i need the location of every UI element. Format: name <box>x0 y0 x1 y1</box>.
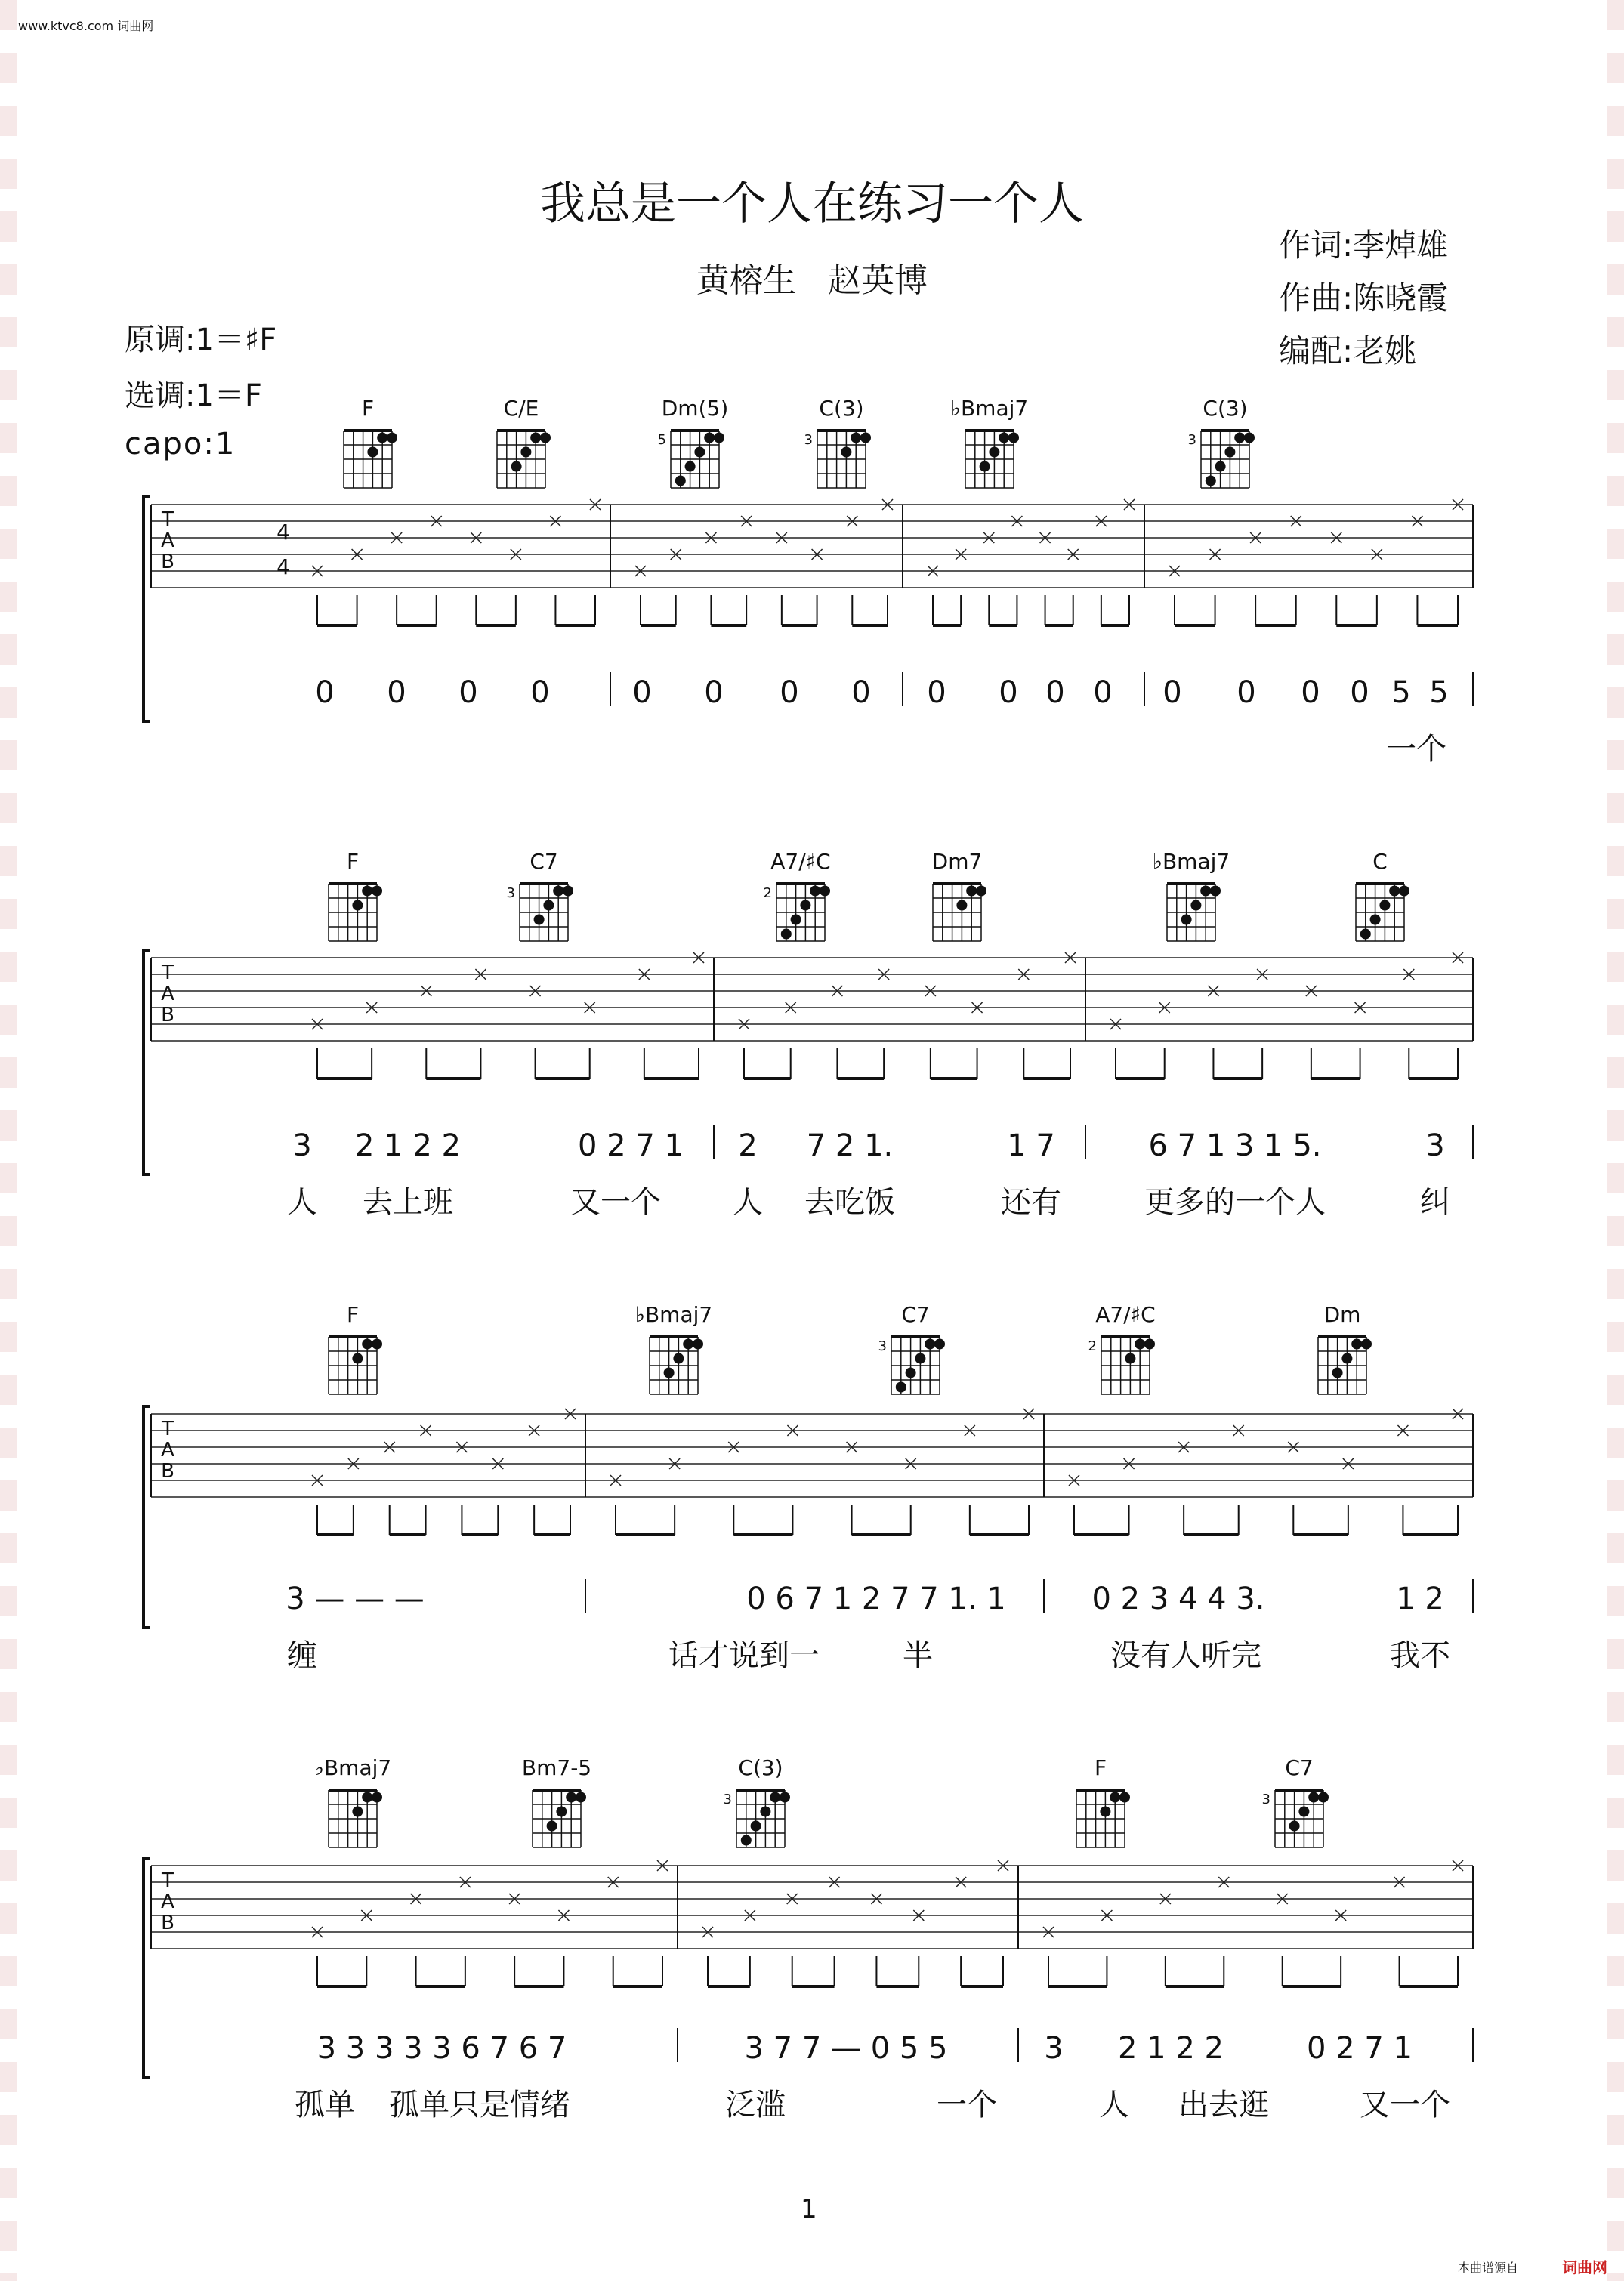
chord-dot <box>1234 433 1245 443</box>
jianpu-note-group: 2 1 2 2 <box>1118 2031 1224 2066</box>
source-caption: 本曲谱源自 <box>1458 2261 1519 2275</box>
chord-dot <box>810 886 820 897</box>
chord-dot <box>860 433 871 443</box>
chord-dot <box>1360 929 1371 940</box>
jianpu-note-group: 2 1 2 2 <box>355 1128 461 1163</box>
chord-dot <box>556 1807 567 1817</box>
page-number: 1 <box>801 2194 817 2224</box>
jianpu-note-group: 3 7 7 — 0 5 5 <box>744 2031 948 2066</box>
jianpu-note-group: 0 6 7 1 2 7 7 1. 1 <box>746 1582 1006 1616</box>
chord-fret-number: 3 <box>804 432 813 448</box>
chord-dot <box>915 1353 925 1364</box>
chord-dot <box>543 900 554 911</box>
chord-dot <box>362 1339 372 1350</box>
lyric-text: 缠 <box>287 1638 317 1673</box>
chord-dot <box>693 1339 703 1350</box>
site-watermark: www.ktvc8.com 词曲网 <box>18 19 154 33</box>
lyric-text: 人 <box>733 1185 763 1220</box>
chord-name: F <box>361 396 375 421</box>
jianpu-note: 0 <box>315 675 335 710</box>
chord-dot <box>352 1353 363 1364</box>
jianpu-note-group: 2 <box>738 1128 758 1163</box>
chord-name: C7 <box>529 849 558 874</box>
tab-clef-letter: T <box>162 1869 174 1892</box>
tab-clef-letter: A <box>161 983 174 1005</box>
chord-dot <box>683 1339 693 1350</box>
chord-dot <box>906 1368 916 1378</box>
chord-dot <box>694 447 705 458</box>
source-logo: 词曲网 <box>1562 2258 1607 2276</box>
system-bracket <box>144 950 150 1174</box>
chord-fret-number: 3 <box>1261 1792 1270 1807</box>
chord-fret-number: 2 <box>1088 1338 1097 1354</box>
chord-name: Dm7 <box>931 849 983 874</box>
chord-name: Dm(5) <box>661 396 729 421</box>
chord-dot <box>1200 886 1211 897</box>
jianpu-note-group: 0 2 7 1 <box>578 1128 684 1163</box>
tab-clef-letter: B <box>161 1912 174 1934</box>
lyric-text: 孤单 <box>295 2088 355 2122</box>
time-sig-bottom: 4 <box>276 554 290 579</box>
chord-dot <box>1244 433 1255 443</box>
chord-dot <box>566 1792 576 1803</box>
chord-dot <box>673 1353 684 1364</box>
jianpu-note-group: 3 — — — <box>286 1582 425 1616</box>
system-bracket <box>144 1406 150 1628</box>
chord-dot <box>1119 1792 1130 1803</box>
chord-dot <box>664 1368 675 1378</box>
arranger: 编配:老姚 <box>1279 332 1417 369</box>
lyric-text: 又一个 <box>570 1185 661 1220</box>
chord-dot <box>1224 447 1235 458</box>
chord-dot <box>530 433 541 443</box>
system-bracket <box>144 1858 150 2077</box>
jianpu-note-group: 3 <box>292 1128 312 1163</box>
chord-dot <box>1206 476 1216 486</box>
lyric-text: 孤单只是情绪 <box>389 2088 570 2122</box>
chord-dot <box>1215 461 1226 472</box>
lyric-text: 人 <box>287 1185 317 1220</box>
chord-name: C(3) <box>819 396 864 421</box>
chord-dot <box>1389 886 1400 897</box>
chord-name: A7/♯C <box>1095 1302 1156 1327</box>
artists: 黄榕生 赵英博 <box>696 261 928 300</box>
chord-dot <box>966 886 977 897</box>
system-bracket <box>144 497 150 721</box>
jianpu-note: 0 <box>1045 675 1065 710</box>
tab-clef-letter: A <box>161 529 174 552</box>
chord-dot <box>372 1339 382 1350</box>
chord-dot <box>1190 900 1201 911</box>
chord-dot <box>751 1821 761 1832</box>
chord-dot <box>367 447 378 458</box>
chord-dot <box>1379 900 1390 911</box>
lyric-text: 泛滥 <box>725 2088 786 2122</box>
chord-name: C7 <box>1285 1755 1314 1780</box>
chord-dot <box>362 886 372 897</box>
chord-dot <box>377 433 387 443</box>
tab-clef-letter: T <box>162 508 174 531</box>
chord-name: ♭Bmaj7 <box>1152 849 1230 874</box>
chord-dot <box>372 886 382 897</box>
chord-name: C <box>1372 849 1388 874</box>
jianpu-note: 0 <box>1093 675 1113 710</box>
chord-dot <box>1181 915 1192 925</box>
chord-name: C(3) <box>738 1755 783 1780</box>
jianpu-note: 0 <box>1237 675 1256 710</box>
lyric-text: 没有人听完 <box>1110 1638 1261 1673</box>
lyric-text: 更多的一个人 <box>1144 1185 1326 1220</box>
chord-dot <box>791 915 801 925</box>
jianpu-note: 0 <box>927 675 946 710</box>
jianpu-note: 0 <box>1301 675 1320 710</box>
chord-dot <box>1341 1353 1352 1364</box>
chord-dot <box>1361 1339 1372 1350</box>
chord-dot <box>1399 886 1409 897</box>
chord-fret-number: 3 <box>506 885 515 901</box>
chord-dot <box>760 1807 770 1817</box>
jianpu-note-group: 1 7 <box>1007 1128 1055 1163</box>
capo: capo:1 <box>125 427 236 461</box>
chord-name: Bm7-5 <box>521 1755 592 1780</box>
chord-dot <box>1125 1353 1135 1364</box>
lyric-text: 纠 <box>1420 1185 1450 1220</box>
chord-dot <box>547 1821 557 1832</box>
chord-dot <box>820 886 830 897</box>
chord-dot <box>976 886 986 897</box>
jianpu-note: 0 <box>851 675 871 710</box>
chord-dot <box>925 1339 935 1350</box>
jianpu-note-group: 3 3 3 3 3 6 7 6 7 <box>316 2031 567 2066</box>
chord-dot <box>800 900 810 911</box>
chord-dot <box>576 1792 586 1803</box>
chord-fret-number: 3 <box>1187 432 1196 448</box>
chord-dot <box>685 461 696 472</box>
jianpu-note: 0 <box>632 675 652 710</box>
chord-fret-number: 5 <box>657 432 666 448</box>
chord-dot <box>1144 1339 1155 1350</box>
lyric-text: 去上班 <box>363 1185 453 1220</box>
jianpu-note: 0 <box>387 675 406 710</box>
chord-dot <box>1135 1339 1145 1350</box>
chord-name: F <box>1094 1755 1107 1780</box>
chord-dot <box>1298 1807 1309 1817</box>
chord-dot <box>741 1835 752 1846</box>
chord-dot <box>980 461 990 472</box>
chord-dot <box>1110 1792 1120 1803</box>
jianpu-note-group: 1 2 <box>1396 1582 1444 1616</box>
lyric-text: 话才说到一 <box>668 1638 820 1673</box>
chord-dot <box>372 1792 382 1803</box>
tab-clef-letter: B <box>161 1004 174 1026</box>
chord-dot <box>1289 1821 1300 1832</box>
lyric-text: 我不 <box>1390 1638 1450 1673</box>
chord-dot <box>1100 1807 1110 1817</box>
chord-fret-number: 3 <box>723 1792 732 1807</box>
tab-clef-letter: T <box>162 1418 174 1440</box>
chord-dot <box>520 447 531 458</box>
chord-dot <box>540 433 551 443</box>
chord-name: Dm <box>1323 1302 1361 1327</box>
tab-clef-letter: B <box>161 1460 174 1483</box>
chord-dot <box>1332 1368 1343 1378</box>
chord-dot <box>553 886 563 897</box>
time-sig-top: 4 <box>276 520 290 545</box>
lyric-text: 一个 <box>1386 732 1446 767</box>
chord-dot <box>780 1792 790 1803</box>
jianpu-note: 5 <box>1429 675 1449 710</box>
chord-dot <box>1370 915 1381 925</box>
chord-dot <box>1308 1792 1319 1803</box>
jianpu-note-group: 6 7 1 3 1 5. <box>1148 1128 1322 1163</box>
chord-dot <box>1008 433 1019 443</box>
chord-dot <box>675 476 686 486</box>
original-key: 原调:1＝♯F <box>125 323 277 357</box>
chord-name: F <box>346 1302 360 1327</box>
chord-name: C/E <box>503 396 539 421</box>
jianpu-note-group: 0 2 3 4 4 3. <box>1091 1582 1265 1616</box>
lyricist: 作词:李焯雄 <box>1279 227 1449 264</box>
chord-dot <box>714 433 724 443</box>
chord-dot <box>362 1792 372 1803</box>
chord-dot <box>999 433 1009 443</box>
chord-name: C(3) <box>1203 396 1248 421</box>
chord-dot <box>841 447 851 458</box>
page-title: 我总是一个人在练习一个人 <box>540 177 1084 230</box>
jianpu-note-group: 7 2 1. <box>806 1128 894 1163</box>
jianpu-note-group: 0 2 7 1 <box>1307 2031 1413 2066</box>
composer: 作曲:陈晓霞 <box>1279 279 1449 316</box>
lyric-text: 一个 <box>937 2088 997 2122</box>
lyric-text: 人 <box>1099 2088 1129 2122</box>
chord-fret-number: 2 <box>763 885 772 901</box>
chord-dot <box>1210 886 1221 897</box>
lyric-text: 去吃饭 <box>804 1185 895 1220</box>
tab-clef-letter: A <box>161 1439 174 1462</box>
tab-clef-letter: T <box>162 961 174 984</box>
jianpu-note-group: 3 <box>1044 2031 1064 2066</box>
jianpu-note: 0 <box>704 675 724 710</box>
chord-dot <box>1351 1339 1362 1350</box>
chord-fret-number: 3 <box>878 1338 887 1354</box>
chord-dot <box>989 447 999 458</box>
lyric-text: 还有 <box>1001 1185 1061 1220</box>
lyric-text: 出去逛 <box>1178 2088 1269 2122</box>
chord-dot <box>896 1382 906 1393</box>
chord-dot <box>704 433 715 443</box>
chord-dot <box>956 900 967 911</box>
chord-dot <box>511 461 522 472</box>
chord-dot <box>851 433 861 443</box>
tab-clef-letter: A <box>161 1891 174 1913</box>
tab-clef-letter: B <box>161 551 174 573</box>
jianpu-note: 0 <box>780 675 799 710</box>
jianpu-note: 0 <box>999 675 1018 710</box>
lyric-text: 半 <box>903 1638 933 1673</box>
chord-dot <box>534 915 545 925</box>
chosen-key: 选调:1＝F <box>125 378 262 413</box>
chord-name: ♭Bmaj7 <box>634 1302 713 1327</box>
jianpu-note: 0 <box>530 675 550 710</box>
chord-dot <box>563 886 573 897</box>
chord-name: ♭Bmaj7 <box>313 1755 392 1780</box>
jianpu-note: 0 <box>1350 675 1369 710</box>
jianpu-note-group: 3 <box>1425 1128 1445 1163</box>
jianpu-note: 0 <box>1162 675 1182 710</box>
chord-name: ♭Bmaj7 <box>950 396 1029 421</box>
chord-name: C7 <box>901 1302 930 1327</box>
lyric-text: 又一个 <box>1360 2088 1450 2122</box>
chord-name: A7/♯C <box>770 849 831 874</box>
jianpu-note: 5 <box>1391 675 1411 710</box>
chord-dot <box>352 1807 363 1817</box>
chord-dot <box>352 900 363 911</box>
chord-dot <box>770 1792 780 1803</box>
chord-dot <box>934 1339 945 1350</box>
chord-dot <box>781 929 792 940</box>
system-1 <box>144 431 1473 721</box>
jianpu-note: 0 <box>458 675 478 710</box>
chord-dot <box>1318 1792 1329 1803</box>
chord-name: F <box>346 849 360 874</box>
chord-dot <box>387 433 397 443</box>
